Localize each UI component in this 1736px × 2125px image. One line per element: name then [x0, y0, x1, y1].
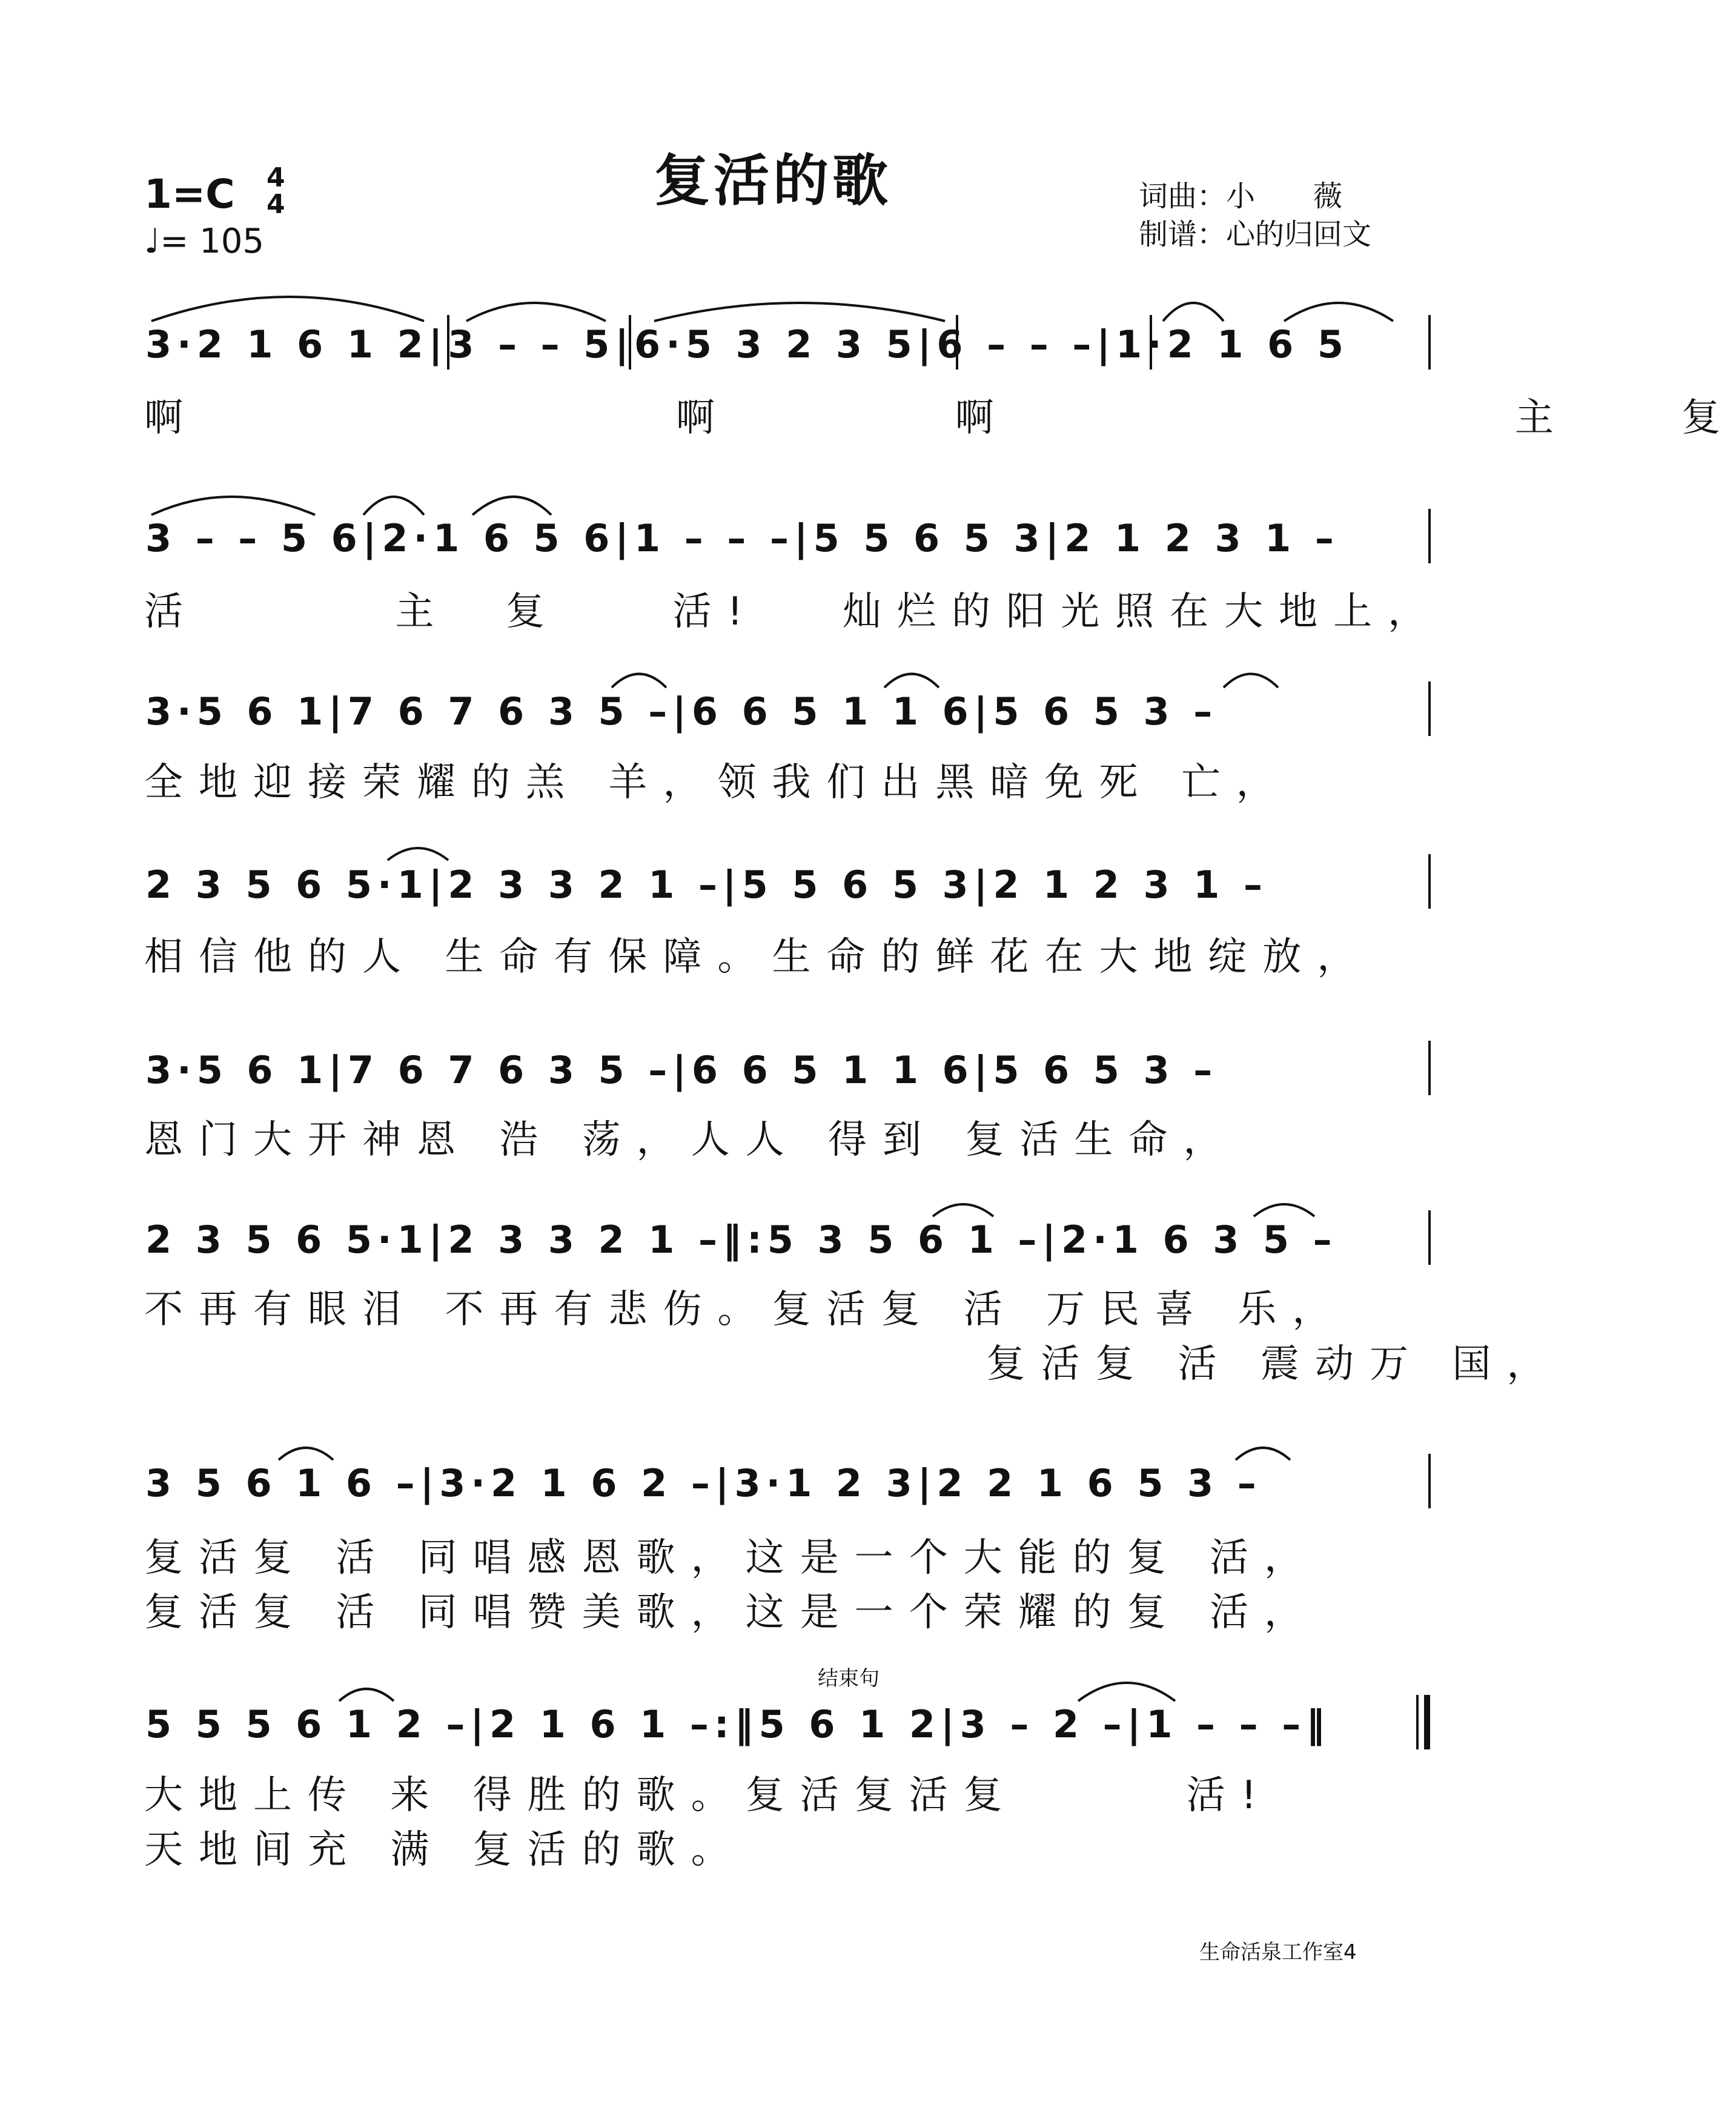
slur	[654, 303, 945, 321]
song-title: 复活的歌	[654, 148, 892, 213]
slur	[388, 848, 448, 860]
slur	[1284, 303, 1393, 321]
lyric-line-2: 活 主 复 活! 灿烂的阳光照在大地上，	[144, 589, 1443, 634]
slur	[1254, 1204, 1314, 1216]
notation-line-7: 3 5 6 1 6 –|3·2 1 6 2 –|3·1 2 3|2 2 1 6 5 3 –	[145, 1461, 1262, 1505]
slur	[933, 1204, 993, 1216]
slur	[151, 297, 424, 321]
lyric-line-4: 相信他的人 生命有保障。生命的鲜花在大地绽放，	[144, 935, 1372, 980]
slur	[884, 674, 939, 688]
notation-line-2: 3 – – 5 6|2·1 6 5 6|1 – – –|5 5 6 5 3|2 1 2 3 1 –	[145, 516, 1339, 560]
notation-line-8: 5 5 5 6 1 2 –|2 1 6 1 –:‖5 6 1 2|3 – 2 –|1 – – –‖	[145, 1702, 1331, 1746]
lyric-line-6-verse-2: 复活复 活 震动万 国，	[144, 1342, 1562, 1387]
lyric-line-5: 恩门大开神恩 浩 荡，人人 得到 复活生命，	[144, 1118, 1238, 1162]
time-signature-bottom: 4	[267, 189, 285, 220]
slur	[363, 497, 424, 515]
lyric-line-3: 全地迎接荣耀的羔 羊，领我们出黑暗免死 亡，	[144, 760, 1291, 805]
footer-credit: 生命活泉工作室4	[1199, 1940, 1357, 1964]
notation-line-5: 3·5 6 1|7 6 7 6 3 5 –|6 6 5 1 1 6|5 6 5 3 –	[145, 1048, 1218, 1092]
slur	[612, 674, 666, 688]
slur	[466, 303, 606, 321]
slur	[1078, 1683, 1175, 1701]
tempo-marking: ♩= 105	[144, 222, 265, 261]
notation-line-1: 3·2 1 6 1 2|3 – – 5|6·5 3 2 3 5|6 – – –|1·2 1 6 5	[145, 322, 1349, 366]
slur	[339, 1689, 394, 1701]
transcriber-credit: 制谱：心的归回文	[1139, 217, 1372, 251]
slur	[1224, 674, 1278, 688]
key-label: 1=C	[144, 171, 235, 217]
lyric-line-8: 大地上传 来 得胜的歌。复活复活复 活!	[144, 1773, 1273, 1818]
lyric-line-7-verse-2: 复活复 活 同唱赞美歌，这是一个荣耀的复 活，	[144, 1590, 1319, 1635]
slur	[151, 497, 315, 515]
lyric-line-1: 啊 啊 啊 主 复	[144, 396, 1736, 440]
ending-label: 结束句	[818, 1666, 880, 1691]
slur	[279, 1448, 333, 1460]
notation-line-4: 2 3 5 6 5·1|2 3 3 2 1 –|5 5 6 5 3|2 1 2 3 1 –	[145, 863, 1268, 907]
notation-line-3: 3·5 6 1|7 6 7 6 3 5 –|6 6 5 1 1 6|5 6 5 3 –	[145, 689, 1218, 734]
time-signature-top: 4	[267, 162, 285, 193]
lyric-line-7: 复活复 活 同唱感恩歌，这是一个大能的复 活，	[144, 1536, 1319, 1580]
lyric-line-8-verse-2: 天地间充 满 复活的歌。	[144, 1828, 746, 1872]
lyric-line-6: 不再有眼泪 不再有悲伤。复活复 活 万民喜 乐，	[144, 1287, 1347, 1332]
slur	[1163, 303, 1224, 321]
lyricist-composer-credit: 词曲：小 薇	[1139, 179, 1343, 213]
notation-line-6: 2 3 5 6 5·1|2 3 3 2 1 –‖:5 3 5 6 1 –|2·1 6 3 5 –	[145, 1218, 1337, 1262]
slur	[1236, 1448, 1290, 1460]
slur	[472, 497, 551, 515]
